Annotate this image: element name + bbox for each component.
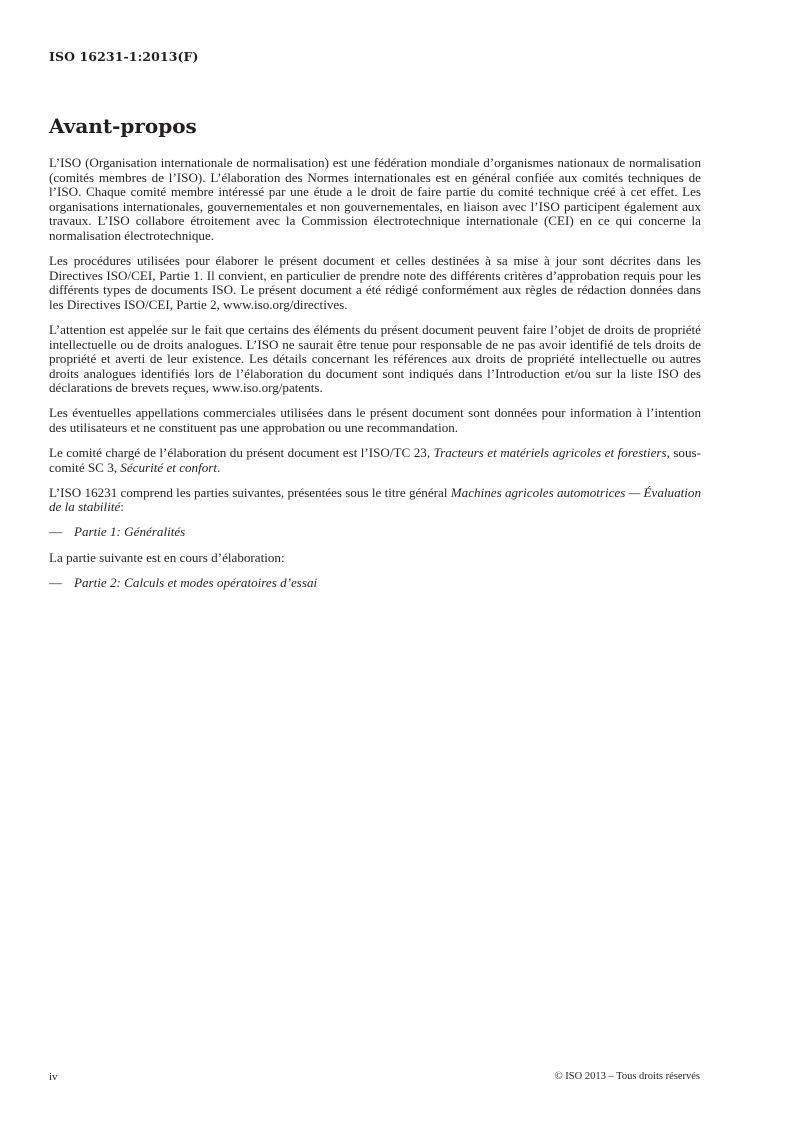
paragraph-procedures: Les procédures utilisées pour élaborer le présent document et celles destinées à sa mise à jour sont décrites dans les Directives ISO/CEI, Partie 1. Il convient, en particulier de prendre note des différents critères d’approbation requis pour les différents types de documents ISO. Le présent document a été rédigé conformément aux règles de rédaction données dans les Directives ISO/CEI, Partie 2, www.iso.org/directives. bbox=[49, 253, 701, 312]
subcommittee-name-italic: Sécurité et confort bbox=[120, 459, 218, 475]
committee-text-c: , sous-comité SC 3, bbox=[49, 445, 701, 475]
dash-marker: — bbox=[49, 574, 63, 590]
parts-intro-text-a: L’ISO 16231 comprend les parties suivantes, présentées sous le titre général bbox=[49, 484, 451, 500]
document-id: ISO 16231-1:2013(F) bbox=[49, 49, 199, 64]
paragraph-trade-names: Les éventuelles appellations commerciales utilisées dans le présent document sont données pour information à l’intention des utilisateurs et ne constituent pas une approbation ou une recommandation. bbox=[49, 405, 701, 435]
committee-text-a: Le comité chargé de l’élaboration du présent document est l’ISO/TC 23, bbox=[49, 445, 434, 461]
general-title-italic: Machines agricoles automotrices — Évaluation de la stabilité bbox=[49, 484, 701, 515]
dash-marker: — bbox=[49, 524, 63, 540]
paragraph-patent-rights: L’attention est appelée sur le fait que certains des éléments du présent document peuvent faire l’objet de droits de propriété intellectuelle ou de droits analogues. L’ISO ne saurait être tenue pour responsable de ne pas avoir identifié de tels droits de propriété et averti de leur existence. Les détails concernant les références aux droits de propriété intellectuelle ou autres droits analogues identifiés lors de l’élaboration du document sont indiqués dans l’Introduction et/ou sur la liste ISO des déclarations de brevets reçues, www.iso.org/patents. bbox=[49, 321, 701, 396]
paragraph-committee bbox=[49, 446, 701, 475]
foreword-body bbox=[49, 156, 701, 601]
paragraph-parts-intro bbox=[49, 486, 701, 515]
part-2-title: Partie 2: Calculs et modes opératoires d’essai bbox=[74, 574, 318, 590]
paragraph-in-preparation: La partie suivante est en cours d’élaboration: bbox=[49, 549, 285, 565]
copyright-notice: © ISO 2013 – Tous droits réservés bbox=[554, 1071, 700, 1082]
list-item-part-2 bbox=[49, 576, 701, 591]
page-number: iv bbox=[49, 1071, 58, 1083]
committee-text-e: . bbox=[217, 459, 221, 475]
parts-intro-text-c: : bbox=[120, 499, 124, 515]
section-title: Avant-propos bbox=[49, 114, 197, 138]
committee-name-italic: Tracteurs et matériels agricoles et forestiers bbox=[433, 445, 667, 461]
paragraph-iso-organisation: L’ISO (Organisation internationale de normalisation) est une fédération mondiale d’organismes nationaux de normalisation (comités membres de l’ISO). L’élaboration des Normes internationales est en général confiée aux comités techniques de l’ISO. Chaque comité membre intéressé par une étude a le droit de faire partie du comité technique créé à cet effet. Les organisations internationales, gouvernementales et non gouvernementales, en liaison avec l’ISO participent également aux travaux. L’ISO collabore étroitement avec la Commission électrotechnique internationale (CEI) en ce qui concerne la normalisation électrotechnique. bbox=[49, 155, 701, 243]
part-1-title: Partie 1: Généralités bbox=[74, 524, 186, 540]
list-item-part-1 bbox=[49, 525, 701, 540]
